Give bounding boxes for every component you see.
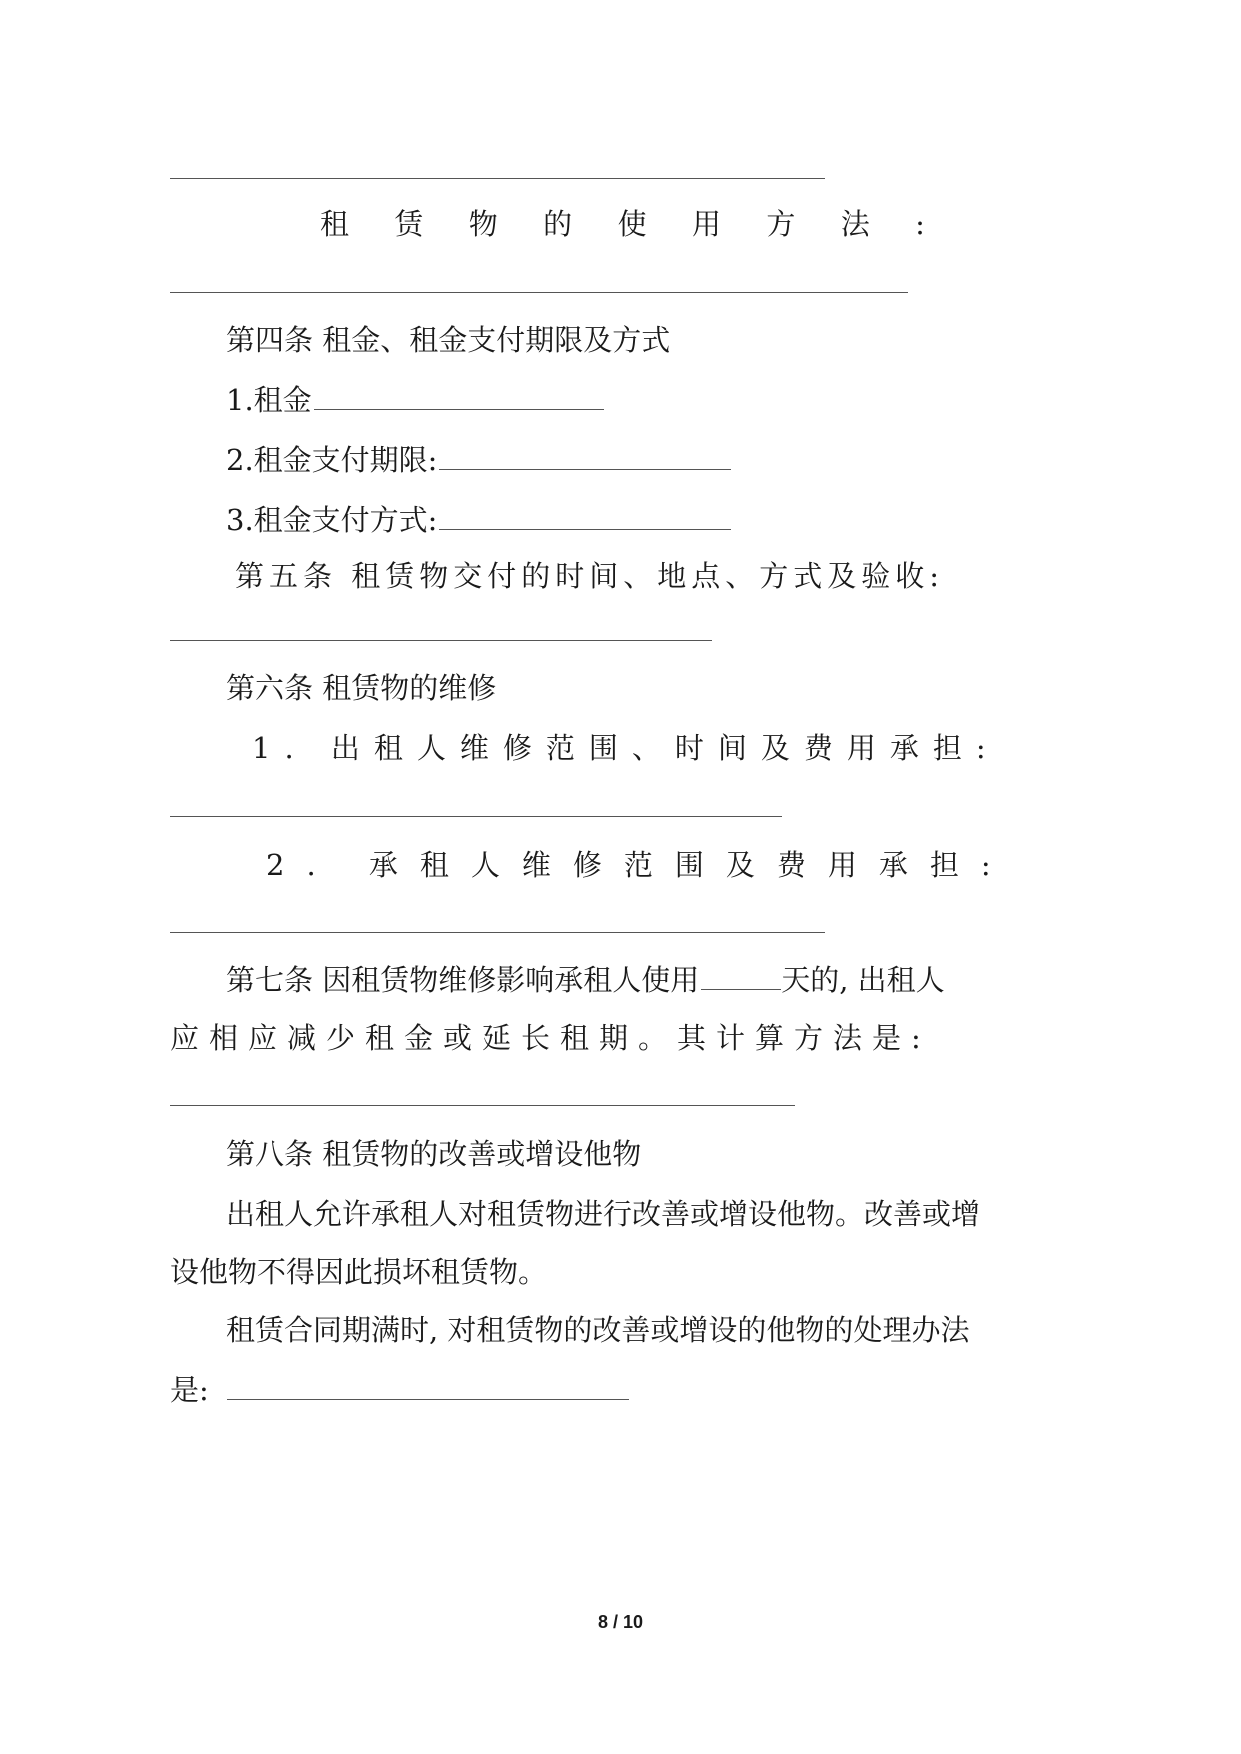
blank-line: [170, 1105, 795, 1106]
rent-blank[interactable]: [314, 383, 604, 410]
rent-label: 1.租金: [226, 383, 312, 417]
payment-method-field: [226, 500, 731, 540]
article-8-para-1-line-2: 设他物不得因此损坏租赁物。: [170, 1255, 548, 1289]
article-4-heading: 第四条 租金、租金支付期限及方式: [226, 323, 671, 357]
blank-line: [170, 640, 712, 641]
article-7-text-b: 天的, 出租人: [781, 963, 945, 997]
page-number: 8 / 10: [597, 1612, 644, 1632]
article-8-para-1-line-1: 出租人允许承租人对租赁物进行改善或增设他物。改善或增: [226, 1197, 981, 1231]
article-7-line-2: 应相应减少租金或延长租期。其计算方法是:: [170, 1021, 931, 1055]
lessor-repair-line: 1. 出租人维修范围、时间及费用承担:: [252, 731, 1000, 765]
payment-method-label: 3.租金支付方式:: [226, 503, 438, 537]
payment-term-field: [226, 440, 731, 480]
blank-line: [170, 178, 825, 179]
blank-line: [170, 292, 908, 293]
days-blank[interactable]: [701, 963, 781, 990]
rent-field: [226, 380, 604, 420]
article-5-heading: 第五条 租赁物交付的时间、地点、方式及验收:: [235, 559, 944, 593]
article-8-para-2-line-2: [170, 1370, 629, 1410]
article-7-line-1: [226, 960, 945, 1000]
article-6-heading: 第六条 租赁物的维修: [226, 671, 497, 705]
payment-term-label: 2.租金支付期限:: [226, 443, 438, 477]
payment-method-blank[interactable]: [439, 503, 731, 530]
lessee-repair-line: 2. 承租人维修范围及费用承担:: [266, 848, 1013, 882]
usage-method-line: 租 赁 物 的 使 用 方 法 :: [320, 207, 925, 241]
article-8-para-2-label: 是:: [170, 1373, 209, 1407]
article-8-para-2-line-1: 租赁合同期满时, 对租赁物的改善或增设的他物的处理办法: [226, 1313, 970, 1347]
blank-line: [170, 932, 825, 933]
article-8-heading: 第八条 租赁物的改善或增设他物: [226, 1137, 642, 1171]
blank-line: [170, 816, 782, 817]
payment-term-blank[interactable]: [439, 443, 731, 470]
article-7-text-a: 第七条 因租赁物维修影响承租人使用: [226, 963, 700, 997]
disposal-method-blank[interactable]: [227, 1373, 629, 1400]
